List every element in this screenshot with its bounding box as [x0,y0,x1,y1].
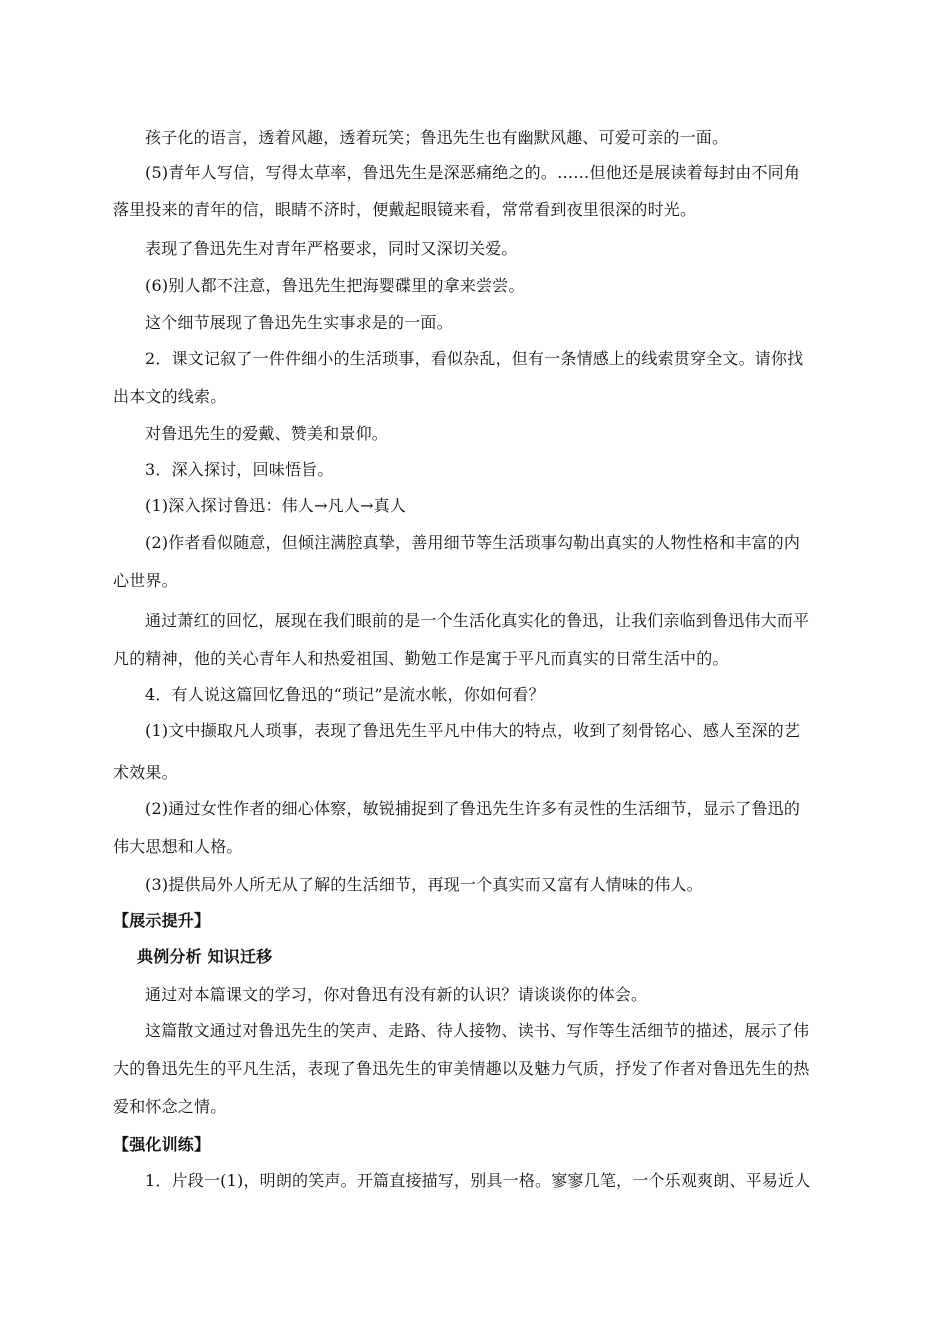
text-line: 3．深入探讨，回味悟旨。 [145,460,334,479]
text-line: 出本文的线索。 [113,387,227,406]
text-line: 4．有人说这篇回忆鲁迅的“琐记”是流水帐，你如何看？ [145,685,545,704]
text-line: 通过对本篇课文的学习，你对鲁迅有没有新的认识？请谈谈你的体会。 [145,985,648,1004]
text-line: (6)别人都不注意，鲁迅先生把海婴碟里的拿来尝尝。 [145,276,525,295]
text-line: 术效果。 [113,763,178,782]
text-line: 这个细节展现了鲁迅先生实事求是的一面。 [145,313,453,332]
text-line: (2)作者看似随意，但倾注满腔真挚，善用细节等生活琐事勾勒出真实的人物性格和丰富的内 [145,533,801,552]
text-line: 2．课文记叙了一件件细小的生活琐事，看似杂乱，但有一条情感上的线索贯穿全文。请你找 [145,349,804,368]
text-line: 孩子化的语言，透着风趣，透着玩笑；鲁迅先生也有幽默风趣、可爱可亲的一面。 [145,128,729,147]
text-line: (1)深入探讨鲁迅：伟人→凡人→真人 [145,496,407,515]
text-line: (1)文中撷取凡人琐事，表现了鲁迅先生平凡中伟大的特点，收到了刻骨铭心、感人至深的艺 [145,721,801,740]
text-line: 对鲁迅先生的爱戴、赞美和景仰。 [145,424,389,443]
text-line: 表现了鲁迅先生对青年严格要求，同时又深切关爱。 [145,239,518,258]
text-line: 伟大思想和人格。 [113,837,243,856]
sub-heading: 典例分析 知识迁移 [137,947,273,966]
text-line: 凡的精神，他的关心青年人和热爱祖国、勤勉工作是寓于平凡而真实的日常生活中的。 [113,649,729,668]
text-line: 爱和怀念之情。 [113,1097,227,1116]
section-heading: 【强化训练】 [113,1135,211,1154]
text-line: 大的鲁迅先生的平凡生活，表现了鲁迅先生的审美情趣以及魅力气质，抒发了作者对鲁迅先生的热 [113,1059,810,1078]
text-line: 1．片段一(1)，明朗的笑声。开篇直接描写，别具一格。寥寥几笔，一个乐观爽朗、平易近人 [145,1171,811,1190]
text-line: 心世界。 [113,571,178,590]
text-line: (3)提供局外人所无从了解的生活细节，再现一个真实而又富有人情味的伟人。 [145,875,703,894]
text-line: (5)青年人写信，写得太草率，鲁迅先生是深恶痛绝之的。……但他还是展读着每封由不同角 [145,163,801,182]
text-line: 通过萧红的回忆，展现在我们眼前的是一个生活化真实化的鲁迅，让我们亲临到鲁迅伟大而平 [145,611,810,630]
section-heading: 【展示提升】 [113,911,211,930]
text-line: (2)通过女性作者的细心体察，敏锐捕捉到了鲁迅先生许多有灵性的生活细节，显示了鲁迅的 [145,799,801,818]
text-line: 落里投来的青年的信，眼睛不济时，便戴起眼镜来看，常常看到夜里很深的时光。 [113,200,697,219]
text-line: 这篇散文通过对鲁迅先生的笑声、走路、待人接物、读书、写作等生活细节的描述，展示了伟 [145,1021,810,1040]
